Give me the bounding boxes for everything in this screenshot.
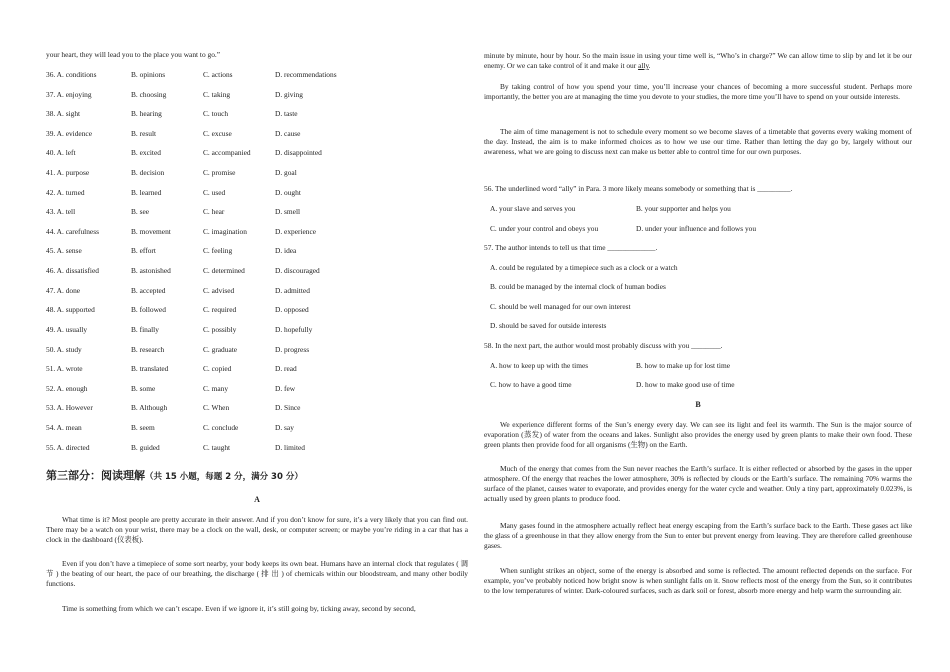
right-column [484, 0, 912, 672]
passage-b-paragraph: Much of the energy that comes from the Sun never reaches the Earth’s surface. It is either reflected or absorbed by the gases in the upper atmosphere. Of the energy that reaches the lower atmosphere, 30% is reflected by clouds or the Earth’s surface. The remaining 70% warms the surface of the planet, causes water to evaporate, and provides energy for the water cycle and weather. Only a tiny part, approximately 0.023%, is actually used by green plants to produce food. [484, 464, 912, 503]
option-a: 45. A. sense [46, 246, 82, 256]
option-c: C. touch [203, 109, 229, 119]
underlined-word-ally: ally [638, 60, 649, 70]
option-a: 43. A. tell [46, 207, 76, 217]
cloze-option-row [46, 90, 468, 110]
option-b: B. hearing [131, 109, 162, 119]
option-b: B. finally [131, 324, 159, 334]
option-d: D. admitted [275, 285, 310, 295]
option-58-d: D. how to make good use of time [636, 380, 735, 389]
option-c: C. required [203, 305, 237, 315]
option-c: C. actions [203, 70, 233, 79]
cloze-option-row [46, 325, 468, 345]
option-b: B. decision [131, 168, 165, 178]
option-d: D. opposed [275, 305, 309, 315]
option-a: 46. A. dissatisfied [46, 266, 99, 276]
option-a: 42. A. turned [46, 187, 85, 197]
option-a: 41. A. purpose [46, 168, 90, 178]
passage-a-heading: A [254, 495, 260, 504]
option-b: B. followed [131, 305, 166, 315]
passage-b-paragraph: Many gases found in the atmosphere actually reflect heat energy escaping from the Earth’s surface back to the Earth. These gases act like the glass of a greenhouse in that they allow energy from the Sun to enter but prevent energy from leaving. They are therefore called greenhouse gases. [484, 521, 912, 550]
option-d: D. read [275, 364, 297, 374]
cloze-option-row [46, 443, 468, 463]
option-c: C. many [203, 383, 229, 393]
option-d: D. ought [275, 187, 301, 197]
option-b: B. learned [131, 187, 162, 197]
option-d: D. hopefully [275, 324, 313, 334]
option-d: D. taste [275, 109, 298, 119]
passage-a-continued [484, 51, 912, 71]
passage-a-paragraph: The aim of time management is not to schedule every moment so we become slaves of a timetable that governs every waking moment of the day. Instead, the aim is to make informed choices as to how we use our time. Rather than letting the day go by, largely without our awareness, what we are going to discuss next can make us better able to control time for our own purposes. [484, 127, 912, 156]
option-b: B. accepted [131, 285, 166, 295]
cloze-option-row [46, 403, 468, 423]
option-a: 37. A. enjoying [46, 89, 92, 99]
option-d: D. say [275, 422, 294, 432]
option-b: B. see [131, 207, 150, 217]
cloze-option-row [46, 364, 468, 384]
option-d: D. discouraged [275, 266, 320, 276]
option-57-d: D. should be saved for outside interests [490, 321, 607, 330]
cloze-option-row [46, 286, 468, 306]
option-c: C. When [203, 403, 230, 413]
question-57: 57. The author intends to tell us that time _____________. [484, 243, 658, 252]
passage-a-continued-text: minute by minute, hour by hour. So the main issue in using your time well is, “Who’s in charge?” We can allow time to slip by and let it be our enemy. Or we can take control of it and make it our [484, 51, 912, 70]
cloze-option-row [46, 188, 468, 208]
option-c: C. excuse [203, 128, 232, 138]
option-b: B. Although [131, 403, 168, 413]
option-b: B. some [131, 383, 156, 393]
option-56-d: D. under your influence and follows you [636, 224, 757, 233]
option-b: B. result [131, 128, 157, 138]
option-57-b: B. could be managed by the internal clock of human bodies [490, 282, 666, 291]
option-d: D. recommendations [275, 70, 337, 79]
cloze-option-row [46, 246, 468, 266]
option-d: D. progress [275, 344, 310, 354]
cloze-option-row [46, 148, 468, 168]
question-56-options-row [484, 224, 912, 234]
section-title-main: 第三部分：阅读理解 [46, 469, 145, 482]
option-d: D. idea [275, 246, 297, 256]
option-b: B. seem [131, 422, 155, 432]
passage-a-continued-end: . [648, 60, 651, 70]
option-58-a: A. how to keep up with the times [490, 361, 589, 370]
section-title-sub: （共 15 小题，每题 2 分，满分 30 分） [145, 472, 303, 482]
cloze-options-list [46, 70, 468, 462]
option-b: B. movement [131, 226, 171, 236]
option-b: B. opinions [131, 70, 166, 79]
option-c: C. used [203, 187, 226, 197]
cloze-option-row [46, 305, 468, 325]
cloze-option-row [46, 266, 468, 286]
passage-b-heading: B [695, 400, 701, 409]
option-a: 38. A. sight [46, 109, 81, 119]
option-57-c: C. should be well managed for our own interest [490, 302, 631, 311]
option-c: C. graduate [203, 344, 238, 354]
left-column [46, 0, 468, 672]
option-d: D. Since [275, 403, 301, 413]
option-a: 36. A. conditions [46, 70, 97, 79]
cloze-option-row [46, 129, 468, 149]
option-b: B. astonished [131, 266, 171, 276]
option-d: D. giving [275, 89, 303, 99]
option-c: C. copied [203, 364, 232, 374]
option-b: B. guided [131, 442, 160, 452]
option-56-b: B. your supporter and helps you [636, 204, 731, 213]
option-a: 52. A. enough [46, 383, 88, 393]
option-c: C. conclude [203, 422, 239, 432]
option-d: D. goal [275, 168, 297, 178]
option-b: B. research [131, 344, 165, 354]
option-b: B. effort [131, 246, 156, 256]
option-c: C. taking [203, 89, 231, 99]
option-c: C. determined [203, 266, 245, 276]
option-b: B. choosing [131, 89, 167, 99]
option-a: 40. A. left [46, 148, 76, 158]
question-58-options-row [484, 361, 912, 371]
option-c: C. possibly [203, 324, 237, 334]
cloze-option-row [46, 168, 468, 188]
option-c: C. taught [203, 442, 231, 452]
passage-b-paragraph: We experience different forms of the Sun’s energy every day. We can see its light and feel its warmth. The Sun is the major source of evaporation (蒸发) of water from the oceans and lakes. Sunlight also provides the energy used by green plants to make their own food. These green plants then provide food for all organisms (生物) on the Earth. [484, 420, 912, 449]
option-a: 51. A. wrote [46, 364, 83, 374]
question-58: 58. In the next part, the author would most probably discuss with you ________. [484, 341, 723, 350]
passage-a-paragraph: Time is something from which we can’t escape. Even if we ignore it, it’s still going by, ticking away, second by second, [62, 604, 416, 613]
question-56: 56. The underlined word “ally” in Para. 3 more likely means somebody or something that is _________. [484, 184, 793, 193]
option-a: 48. A. supported [46, 305, 95, 315]
passage-a-paragraph: By taking control of how you spend your time, you’ll increase your chances of becoming a more successful student. Perhaps more importantly, the better you are at managing the time you devote to your studies, the more time you’ll have to spend on your outside interests. [484, 82, 912, 101]
option-a: 49. A. usually [46, 324, 88, 334]
option-d: D. smell [275, 207, 301, 217]
cloze-option-row [46, 227, 468, 247]
option-a: 44. A. carefulness [46, 226, 99, 236]
question-56-options-row [484, 204, 912, 214]
option-c: C. advised [203, 285, 235, 295]
cloze-option-row [46, 384, 468, 404]
option-c: C. accompanied [203, 148, 251, 158]
option-58-b: B. how to make up for lost time [636, 361, 731, 370]
option-c: C. hear [203, 207, 225, 217]
option-b: B. translated [131, 364, 169, 374]
cloze-option-row [46, 109, 468, 129]
option-a: 50. A. study [46, 344, 82, 354]
passage-a-paragraph: Even if you don’t have a timepiece of some sort nearby, your body keeps its own beat. Humans have an internal clock that regulates ( 调 节 ) the beating of our heart, the pace of our breathing, the discharge ( 排 出 ) of chemicals within our bloodstream, and many other bodily functions. [46, 559, 468, 588]
option-c: C. feeling [203, 246, 233, 256]
section-title [46, 469, 303, 484]
option-c: C. imagination [203, 226, 247, 236]
option-d: D. disappointed [275, 148, 322, 158]
cloze-option-row [46, 423, 468, 443]
cloze-option-row [46, 70, 468, 90]
passage-b-paragraph: When sunlight strikes an object, some of the energy is absorbed and some is reflected. The amount reflected depends on the surface. For example, you’ve probably noticed how bright snow is when sunlight falls on it. Snow reflects most of the energy from the Sun, so it contributes to the low temperatures of winter. Dark-coloured surfaces, such as dark soil or forest, absorb more energy and help warm the surrounding air. [484, 566, 912, 595]
option-d: D. few [275, 383, 296, 393]
option-c: C. promise [203, 168, 236, 178]
option-a: 53. A. However [46, 403, 93, 413]
option-56-c: C. under your control and obeys you [490, 224, 599, 233]
previous-passage-ending: your heart, they will lead you to the place you want to go.” [46, 50, 221, 59]
option-a: 55. A. directed [46, 442, 90, 452]
question-58-options-row [484, 380, 912, 390]
option-a: 39. A. evidence [46, 128, 92, 138]
option-56-a: A. your slave and serves you [490, 204, 576, 213]
option-a: 54. A. mean [46, 422, 82, 432]
option-57-a: A. could be regulated by a timepiece such as a clock or a watch [490, 263, 678, 272]
passage-a-paragraph: What time is it? Most people are pretty accurate in their answer. And if you don’t know for sure, it’s a very likely that you can find out. There may be a watch on your wrist, there may be a clock on the wall, desk, or computer screen; or maybe you’re riding in a car that has a clock in the dashboard (仪表板). [46, 515, 468, 544]
option-b: B. excited [131, 148, 161, 158]
option-d: D. experience [275, 226, 317, 236]
option-d: D. cause [275, 128, 301, 138]
option-58-c: C. how to have a good time [490, 380, 572, 389]
cloze-option-row [46, 345, 468, 365]
cloze-option-row [46, 207, 468, 227]
option-d: D. limited [275, 442, 305, 452]
option-a: 47. A. done [46, 285, 81, 295]
